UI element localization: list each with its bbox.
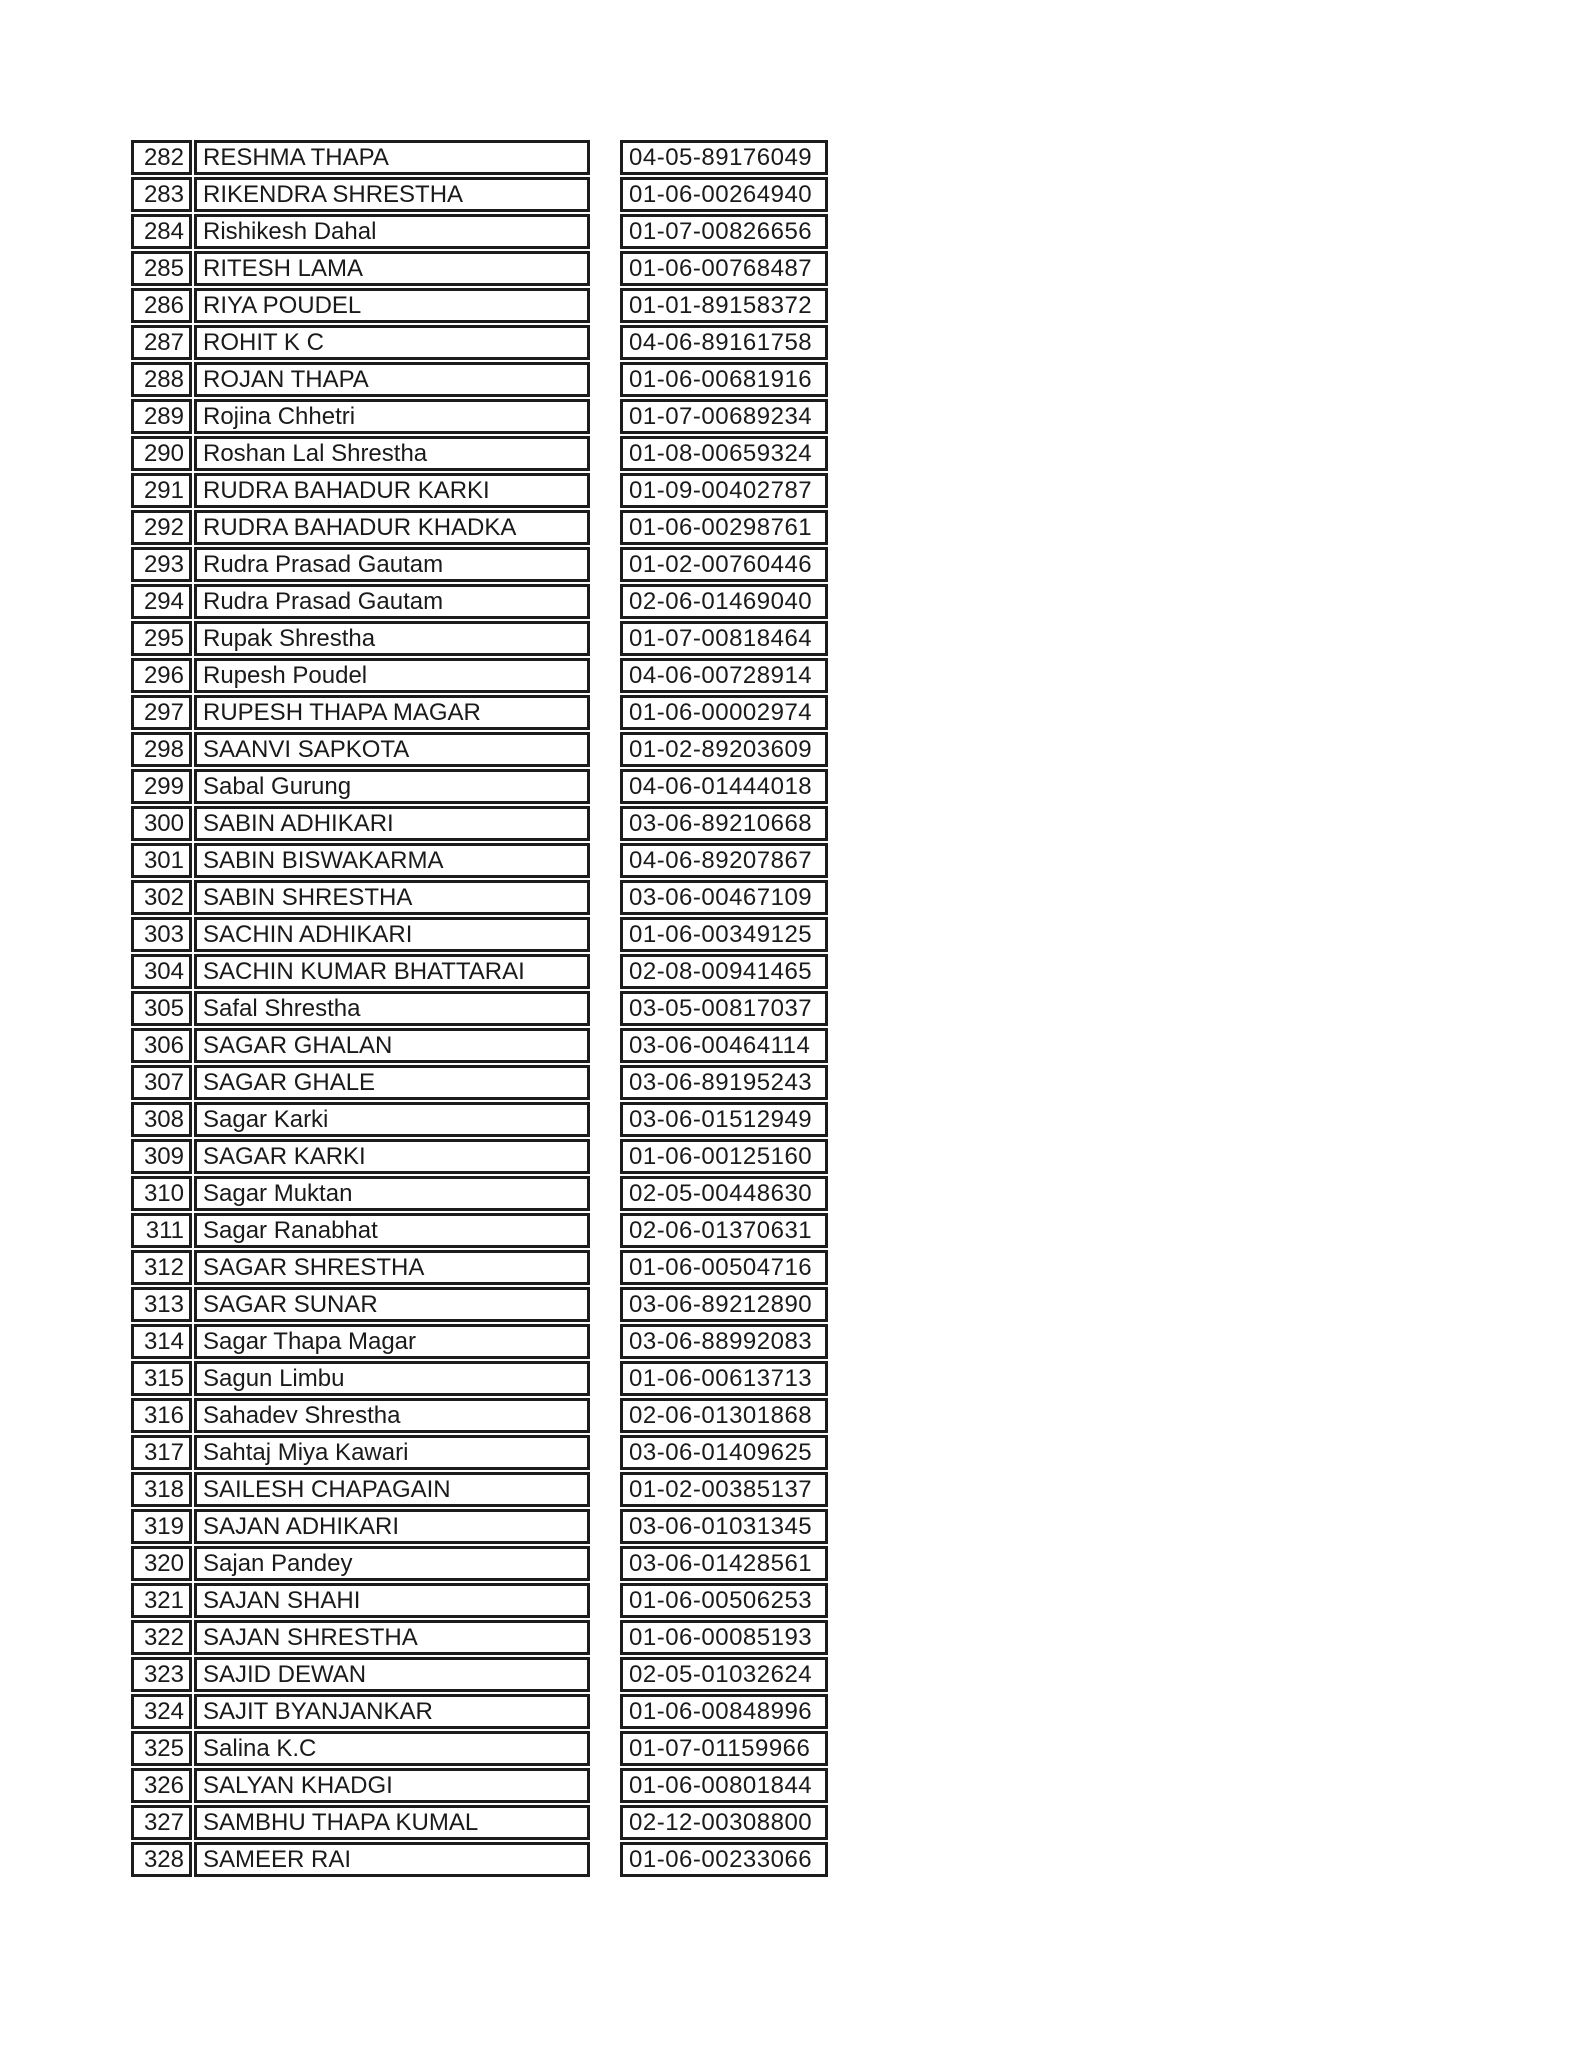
row-name: SABIN ADHIKARI xyxy=(194,806,590,841)
table-row xyxy=(131,843,828,878)
row-serial: 327 xyxy=(131,1805,192,1840)
row-id: 03-05-00817037 xyxy=(620,991,828,1026)
column-gap xyxy=(592,1435,618,1470)
column-gap xyxy=(592,140,618,175)
row-name: SAANVI SAPKOTA xyxy=(194,732,590,767)
row-serial: 291 xyxy=(131,473,192,508)
row-serial: 323 xyxy=(131,1657,192,1692)
row-serial: 296 xyxy=(131,658,192,693)
row-id: 01-07-00826656 xyxy=(620,214,828,249)
column-gap xyxy=(592,584,618,619)
row-name: Sagar Thapa Magar xyxy=(194,1324,590,1359)
row-name: RITESH LAMA xyxy=(194,251,590,286)
row-id: 03-06-00464114 xyxy=(620,1028,828,1063)
column-gap xyxy=(592,1657,618,1692)
column-gap xyxy=(592,1139,618,1174)
row-id: 01-02-00760446 xyxy=(620,547,828,582)
table-row xyxy=(131,1287,828,1322)
table-row xyxy=(131,177,828,212)
table-row xyxy=(131,880,828,915)
row-name: SAMEER RAI xyxy=(194,1842,590,1877)
row-id: 03-06-01409625 xyxy=(620,1435,828,1470)
row-serial: 297 xyxy=(131,695,192,730)
table-row xyxy=(131,658,828,693)
row-id: 01-06-00002974 xyxy=(620,695,828,730)
row-id: 01-06-00349125 xyxy=(620,917,828,952)
row-serial: 292 xyxy=(131,510,192,545)
row-serial: 299 xyxy=(131,769,192,804)
column-gap xyxy=(592,399,618,434)
column-gap xyxy=(592,732,618,767)
table-row xyxy=(131,1398,828,1433)
table-row xyxy=(131,1768,828,1803)
row-serial: 289 xyxy=(131,399,192,434)
table-row xyxy=(131,362,828,397)
row-name: Rishikesh Dahal xyxy=(194,214,590,249)
row-id: 01-06-00298761 xyxy=(620,510,828,545)
row-serial: 307 xyxy=(131,1065,192,1100)
row-name: RUDRA BAHADUR KARKI xyxy=(194,473,590,508)
table-row xyxy=(131,473,828,508)
table-row xyxy=(131,695,828,730)
column-gap xyxy=(592,621,618,656)
row-serial: 318 xyxy=(131,1472,192,1507)
row-id: 02-05-00448630 xyxy=(620,1176,828,1211)
column-gap xyxy=(592,288,618,323)
table-row xyxy=(131,1546,828,1581)
row-id: 02-06-01370631 xyxy=(620,1213,828,1248)
column-gap xyxy=(592,473,618,508)
row-name: SAGAR GHALE xyxy=(194,1065,590,1100)
row-id: 03-06-88992083 xyxy=(620,1324,828,1359)
row-name: SAMBHU THAPA KUMAL xyxy=(194,1805,590,1840)
table-row xyxy=(131,1842,828,1877)
column-gap xyxy=(592,954,618,989)
row-serial: 309 xyxy=(131,1139,192,1174)
row-name: RUDRA BAHADUR KHADKA xyxy=(194,510,590,545)
row-name: Sagar Karki xyxy=(194,1102,590,1137)
row-serial: 315 xyxy=(131,1361,192,1396)
row-serial: 300 xyxy=(131,806,192,841)
row-name: Roshan Lal Shrestha xyxy=(194,436,590,471)
column-gap xyxy=(592,1398,618,1433)
row-id: 01-06-00801844 xyxy=(620,1768,828,1803)
column-gap xyxy=(592,1213,618,1248)
row-serial: 320 xyxy=(131,1546,192,1581)
row-id: 01-02-00385137 xyxy=(620,1472,828,1507)
row-id: 01-08-00659324 xyxy=(620,436,828,471)
row-name: SAJAN ADHIKARI xyxy=(194,1509,590,1544)
row-name: Rudra Prasad Gautam xyxy=(194,584,590,619)
row-serial: 328 xyxy=(131,1842,192,1877)
roster-table xyxy=(131,140,828,1877)
row-name: Sahadev Shrestha xyxy=(194,1398,590,1433)
column-gap xyxy=(592,325,618,360)
column-gap xyxy=(592,806,618,841)
row-name: SABIN BISWAKARMA xyxy=(194,843,590,878)
row-serial: 293 xyxy=(131,547,192,582)
row-id: 03-06-89212890 xyxy=(620,1287,828,1322)
table-row xyxy=(131,1213,828,1248)
row-id: 01-07-00818464 xyxy=(620,621,828,656)
table-row xyxy=(131,991,828,1026)
row-name: SAJAN SHAHI xyxy=(194,1583,590,1618)
column-gap xyxy=(592,1842,618,1877)
row-serial: 310 xyxy=(131,1176,192,1211)
row-serial: 306 xyxy=(131,1028,192,1063)
row-id: 01-06-00506253 xyxy=(620,1583,828,1618)
column-gap xyxy=(592,843,618,878)
table-row xyxy=(131,1176,828,1211)
column-gap xyxy=(592,769,618,804)
table-row xyxy=(131,1065,828,1100)
row-id: 01-07-01159966 xyxy=(620,1731,828,1766)
row-name: SAILESH CHAPAGAIN xyxy=(194,1472,590,1507)
table-row xyxy=(131,399,828,434)
table-row xyxy=(131,547,828,582)
row-name: Sagar Ranabhat xyxy=(194,1213,590,1248)
row-serial: 322 xyxy=(131,1620,192,1655)
row-id: 01-06-00085193 xyxy=(620,1620,828,1655)
row-id: 01-06-00264940 xyxy=(620,177,828,212)
column-gap xyxy=(592,1768,618,1803)
row-name: SAJAN SHRESTHA xyxy=(194,1620,590,1655)
table-row xyxy=(131,621,828,656)
row-serial: 282 xyxy=(131,140,192,175)
column-gap xyxy=(592,917,618,952)
row-name: SAGAR SUNAR xyxy=(194,1287,590,1322)
table-row xyxy=(131,806,828,841)
row-serial: 321 xyxy=(131,1583,192,1618)
row-serial: 301 xyxy=(131,843,192,878)
row-name: Salina K.C xyxy=(194,1731,590,1766)
row-id: 04-06-89161758 xyxy=(620,325,828,360)
row-name: ROJAN THAPA xyxy=(194,362,590,397)
row-name: RESHMA THAPA xyxy=(194,140,590,175)
row-serial: 304 xyxy=(131,954,192,989)
table-row xyxy=(131,1731,828,1766)
row-name: RUPESH THAPA MAGAR xyxy=(194,695,590,730)
table-row xyxy=(131,732,828,767)
table-row xyxy=(131,1583,828,1618)
column-gap xyxy=(592,1176,618,1211)
row-name: Rupak Shrestha xyxy=(194,621,590,656)
row-id: 01-09-00402787 xyxy=(620,473,828,508)
row-id: 04-06-89207867 xyxy=(620,843,828,878)
row-id: 02-05-01032624 xyxy=(620,1657,828,1692)
table-row xyxy=(131,1139,828,1174)
row-id: 02-12-00308800 xyxy=(620,1805,828,1840)
row-serial: 288 xyxy=(131,362,192,397)
table-row xyxy=(131,1657,828,1692)
table-row xyxy=(131,1509,828,1544)
row-serial: 284 xyxy=(131,214,192,249)
row-serial: 287 xyxy=(131,325,192,360)
row-name: Rudra Prasad Gautam xyxy=(194,547,590,582)
row-name: SAGAR SHRESTHA xyxy=(194,1250,590,1285)
column-gap xyxy=(592,362,618,397)
column-gap xyxy=(592,1509,618,1544)
row-serial: 285 xyxy=(131,251,192,286)
row-serial: 283 xyxy=(131,177,192,212)
table-row xyxy=(131,140,828,175)
table-row xyxy=(131,1435,828,1470)
row-name: Sabal Gurung xyxy=(194,769,590,804)
column-gap xyxy=(592,510,618,545)
row-id: 04-06-01444018 xyxy=(620,769,828,804)
row-id: 01-06-00768487 xyxy=(620,251,828,286)
row-serial: 325 xyxy=(131,1731,192,1766)
row-name: SABIN SHRESTHA xyxy=(194,880,590,915)
column-gap xyxy=(592,214,618,249)
row-serial: 302 xyxy=(131,880,192,915)
row-name: SALYAN KHADGI xyxy=(194,1768,590,1803)
table-row xyxy=(131,1028,828,1063)
column-gap xyxy=(592,251,618,286)
row-name: ROHIT K C xyxy=(194,325,590,360)
row-serial: 319 xyxy=(131,1509,192,1544)
row-name: Rupesh Poudel xyxy=(194,658,590,693)
table-row xyxy=(131,917,828,952)
row-id: 01-06-00613713 xyxy=(620,1361,828,1396)
column-gap xyxy=(592,1324,618,1359)
row-id: 02-06-01301868 xyxy=(620,1398,828,1433)
row-name: SACHIN KUMAR BHATTARAI xyxy=(194,954,590,989)
column-gap xyxy=(592,1731,618,1766)
table-row xyxy=(131,1694,828,1729)
row-serial: 316 xyxy=(131,1398,192,1433)
column-gap xyxy=(592,1250,618,1285)
column-gap xyxy=(592,1583,618,1618)
row-id: 01-06-00681916 xyxy=(620,362,828,397)
column-gap xyxy=(592,436,618,471)
row-serial: 311 xyxy=(131,1213,192,1248)
column-gap xyxy=(592,1287,618,1322)
column-gap xyxy=(592,658,618,693)
row-id: 03-06-01428561 xyxy=(620,1546,828,1581)
row-serial: 303 xyxy=(131,917,192,952)
column-gap xyxy=(592,1065,618,1100)
row-name: SACHIN ADHIKARI xyxy=(194,917,590,952)
row-serial: 314 xyxy=(131,1324,192,1359)
column-gap xyxy=(592,1361,618,1396)
row-id: 02-08-00941465 xyxy=(620,954,828,989)
row-name: RIKENDRA SHRESTHA xyxy=(194,177,590,212)
row-serial: 312 xyxy=(131,1250,192,1285)
table-row xyxy=(131,214,828,249)
table-row xyxy=(131,1102,828,1137)
table-row xyxy=(131,436,828,471)
table-row xyxy=(131,1805,828,1840)
row-name: SAJIT BYANJANKAR xyxy=(194,1694,590,1729)
row-name: Sagar Muktan xyxy=(194,1176,590,1211)
row-serial: 298 xyxy=(131,732,192,767)
row-id: 01-02-89203609 xyxy=(620,732,828,767)
row-serial: 305 xyxy=(131,991,192,1026)
row-name: Sajan Pandey xyxy=(194,1546,590,1581)
row-id: 03-06-01031345 xyxy=(620,1509,828,1544)
row-id: 01-06-00848996 xyxy=(620,1694,828,1729)
row-id: 03-06-89195243 xyxy=(620,1065,828,1100)
column-gap xyxy=(592,991,618,1026)
table-row xyxy=(131,1472,828,1507)
row-name: Safal Shrestha xyxy=(194,991,590,1026)
table-row xyxy=(131,325,828,360)
row-name: RIYA POUDEL xyxy=(194,288,590,323)
column-gap xyxy=(592,1546,618,1581)
column-gap xyxy=(592,1102,618,1137)
row-name: SAJID DEWAN xyxy=(194,1657,590,1692)
table-row xyxy=(131,584,828,619)
column-gap xyxy=(592,177,618,212)
row-id: 01-06-00504716 xyxy=(620,1250,828,1285)
row-id: 01-06-00233066 xyxy=(620,1842,828,1877)
row-serial: 326 xyxy=(131,1768,192,1803)
row-serial: 290 xyxy=(131,436,192,471)
table-row xyxy=(131,1361,828,1396)
row-id: 03-06-89210668 xyxy=(620,806,828,841)
table-row xyxy=(131,954,828,989)
column-gap xyxy=(592,1620,618,1655)
column-gap xyxy=(592,880,618,915)
row-id: 01-07-00689234 xyxy=(620,399,828,434)
row-name: SAGAR KARKI xyxy=(194,1139,590,1174)
row-serial: 294 xyxy=(131,584,192,619)
table-row xyxy=(131,1324,828,1359)
table-row xyxy=(131,288,828,323)
row-id: 03-06-00467109 xyxy=(620,880,828,915)
table-row xyxy=(131,251,828,286)
row-serial: 308 xyxy=(131,1102,192,1137)
row-serial: 324 xyxy=(131,1694,192,1729)
column-gap xyxy=(592,1028,618,1063)
column-gap xyxy=(592,1805,618,1840)
table-row xyxy=(131,1250,828,1285)
row-serial: 313 xyxy=(131,1287,192,1322)
row-id: 04-06-00728914 xyxy=(620,658,828,693)
table-row xyxy=(131,510,828,545)
row-id: 01-06-00125160 xyxy=(620,1139,828,1174)
row-id: 03-06-01512949 xyxy=(620,1102,828,1137)
table-row xyxy=(131,1620,828,1655)
row-name: Rojina Chhetri xyxy=(194,399,590,434)
column-gap xyxy=(592,695,618,730)
table-row xyxy=(131,769,828,804)
row-name: Sahtaj Miya Kawari xyxy=(194,1435,590,1470)
column-gap xyxy=(592,547,618,582)
row-id: 04-05-89176049 xyxy=(620,140,828,175)
row-name: Sagun Limbu xyxy=(194,1361,590,1396)
column-gap xyxy=(592,1694,618,1729)
column-gap xyxy=(592,1472,618,1507)
row-serial: 295 xyxy=(131,621,192,656)
row-id: 02-06-01469040 xyxy=(620,584,828,619)
row-id: 01-01-89158372 xyxy=(620,288,828,323)
row-name: SAGAR GHALAN xyxy=(194,1028,590,1063)
row-serial: 286 xyxy=(131,288,192,323)
row-serial: 317 xyxy=(131,1435,192,1470)
